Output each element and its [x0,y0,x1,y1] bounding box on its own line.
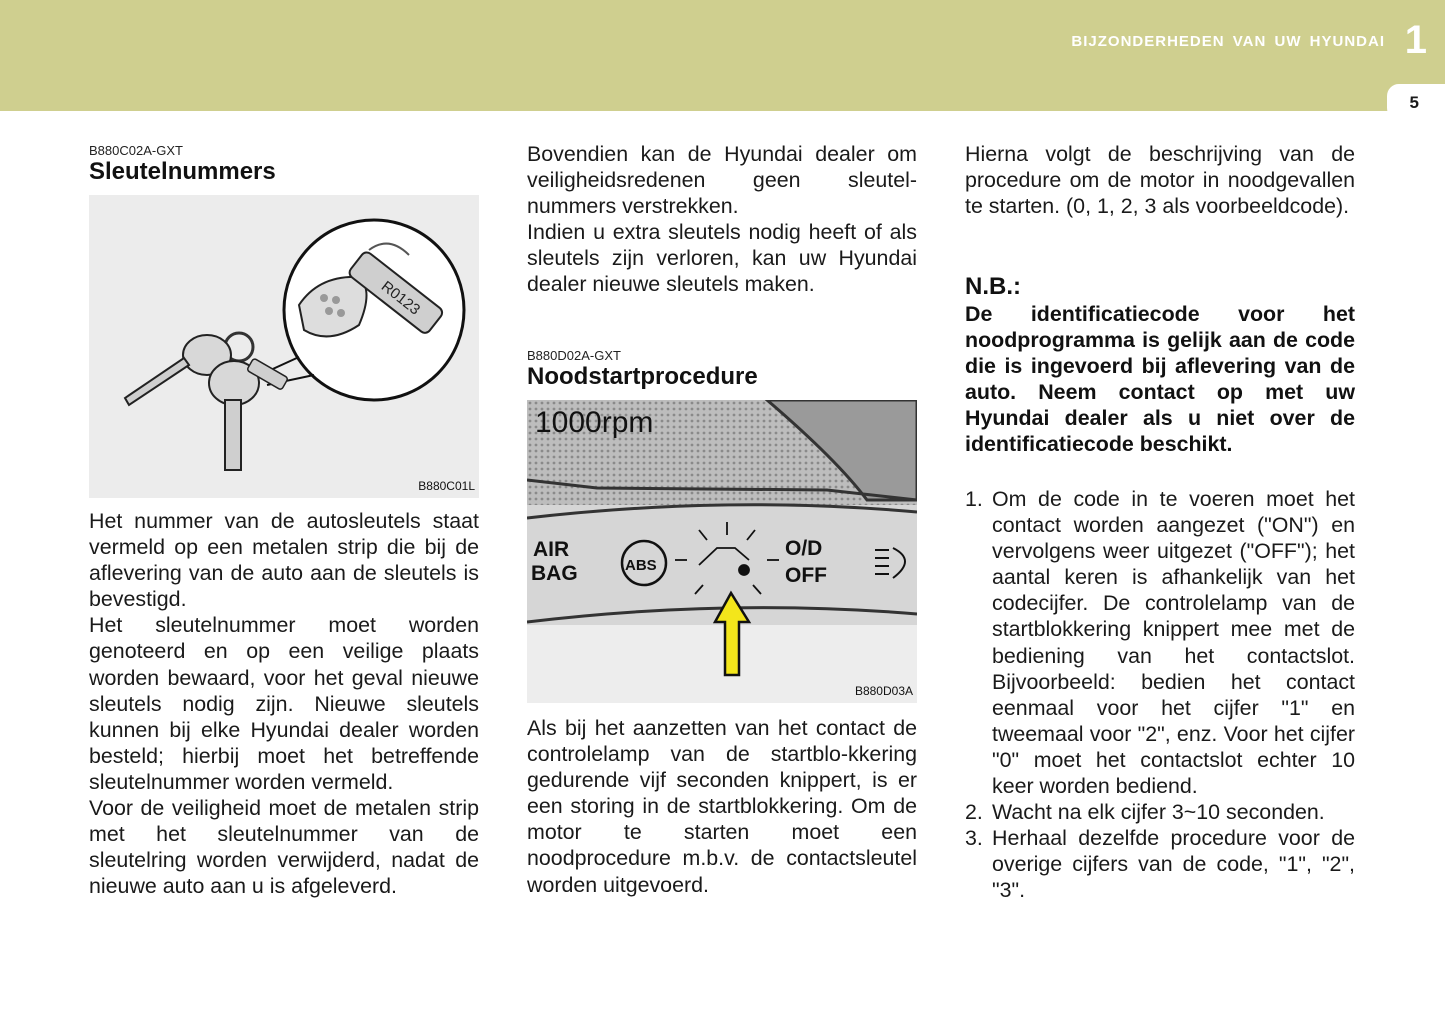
steps-list-container [965,486,1355,904]
left-text [89,508,479,899]
airbag-label-air: AIR [533,538,570,561]
step-number-1: 1. [965,487,983,511]
middle-paragraph-1: Bovendien kan de Hyundai dealer om veiligheidsredenen geen sleutel-nummers verstrekken. [527,142,917,219]
key-tag-text-zoomed: R0123 [377,277,424,319]
note-text: De identificatiecode voor het noodprogramma is gelijk aan de code die is ingevoerd bij aflevering van de auto. Neem contact op met uw Hyundai dealer als u niet over de identificatiecode beschikt. [965,302,1355,457]
section-title: BIJZONDERHEDEN VAN UW HYUNDAI [1071,33,1385,50]
abs-label: ABS [625,557,657,574]
heading-key-numbers: Sleutelnummers [89,158,276,185]
airbag-label-bag: BAG [531,562,578,585]
middle-text-bottom [527,715,917,898]
left-paragraph-2: Het sleutelnummer moet worden genoteerd en op een veilige plaats worden bewaard, voor het geval nieuwe sleutels nodig zijn. Nieuwe sleutels kunnen bij elke Hyundai dealer worden besteld; hierbij moet het betreffende sleutelnummer worden vermeld. [89,613,479,794]
figure-label-dashboard: B880D03A [854,684,913,698]
step-text-2: Wacht na elk cijfer 3~10 seconden. [992,800,1325,825]
left-paragraph-1: Het nummer van de autosleutels staat vermeld op een metalen strip die bij de aflevering van de auto aan de sleutels is bevestigd. [89,509,479,612]
middle-paragraph-3: Als bij het aanzetten van het contact de controlelamp van de startblo-kkering gedurende vijf seconden knippert, is er een storing in de startblokkering. Om de motor te starten moet een noodprocedure m.b.v. de contactsleutel worden uitgevoerd. [527,716,917,897]
dashboard-illustration [527,400,917,703]
section-code-keys: B880C02A-GXT [89,143,183,158]
page-number: 5 [1409,93,1419,112]
step-item-3 [965,825,1355,903]
heading-emergency-start: Noodstartprocedure [527,363,758,390]
key-blade-2 [225,400,241,470]
header-band [0,0,1445,111]
middle-text-top [527,141,917,298]
keys-illustration [89,195,479,498]
figure-keys [89,195,479,498]
section-code-emergency: B880D02A-GXT [527,348,621,363]
step-text-1: Om de code in te voeren moet het contact worden aangezet ("ON") en vervolgens weer uitgezet ("OFF"); het aantal keren is afhankelijk van het codecijfer. De controlelamp van de startblokkering knippert mee met de bediening van het contactslot. Bijvoorbeeld: bedien het contact eenmaal voor het cijfer "1" en tweemaal voor "2", enz. Voor het cijfer "0" moet het contactslot echter 10 keer worden bediend. [992,487,1355,799]
rpm-label: 1000rpm [535,406,654,439]
figure-label-keys: B880C01L [418,479,475,493]
step-number-3: 3. [965,826,983,851]
step-number-2: 2. [965,800,983,825]
step-item-1 [965,486,1355,799]
chapter-number: 1 [1404,18,1427,62]
right-intro-text: Hierna volgt de beschrijving van de procedure om de motor in noodgevallen te starten. (0, 1, 2, 3 als voorbeeldcode). [965,142,1355,219]
overdrive-off-label: OFF [785,564,827,587]
right-intro [965,141,1355,219]
steps-list [965,486,1355,904]
note-title: N.B.: [965,273,1021,300]
key-blade-1 [125,358,189,405]
overdrive-label: O/D [785,537,823,560]
step-text-3: Herhaal dezelfde procedure voor de overige cijfers van de code, "1", "2", "3". [992,826,1355,903]
step-item-2 [965,799,1355,825]
figure-dashboard [527,400,917,703]
left-paragraph-3: Voor de veiligheid moet de metalen strip met het sleutelnummer van de sleutelring worden verwijderd, nadat de nieuwe auto aan u is afgeleverd. [89,796,479,899]
middle-paragraph-2: Indien u extra sleutels nodig heeft of als sleutels zijn verloren, kan uw Hyundai dealer nieuwe sleutels maken. [527,220,917,297]
